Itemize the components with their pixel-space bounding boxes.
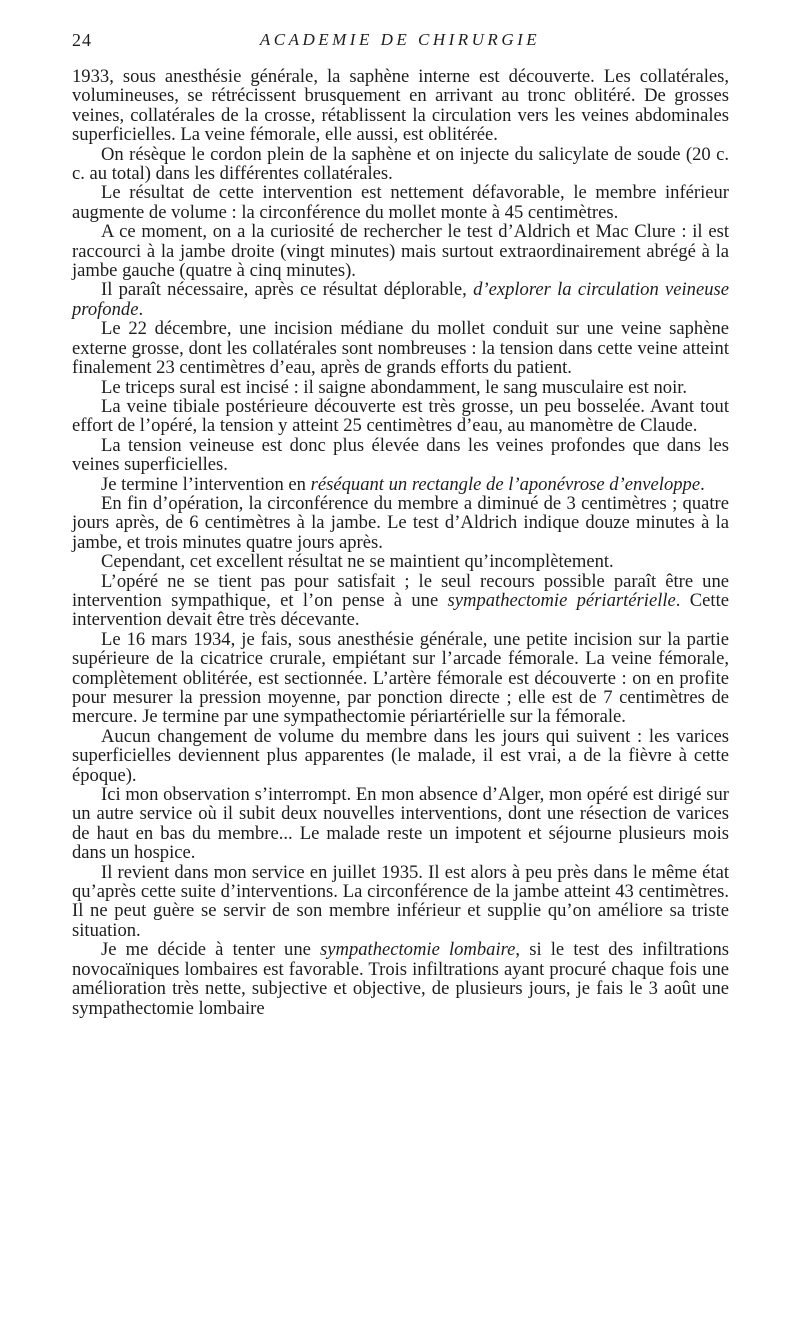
paragraph: La tension veineuse est donc plus élevée dans les veines profondes que dans les veines superficielles. xyxy=(72,434,729,476)
running-title: ACADEMIE DE CHIRURGIE xyxy=(259,30,541,49)
paragraph: Il paraît nécessaire, après ce résultat déplorable, d’explorer la circulation veineuse profonde. xyxy=(72,279,729,320)
paragraph: En fin d’opération, la circonférence du membre a diminué de 3 centimètres ; quatre jours après, de 6 centimètres à la jambe. Le test d’Aldrich indique douze minutes à la jambe, et trois minutes quatre jours après. xyxy=(72,492,729,553)
emphasis: réséquant un rectangle de l’aponévrose d’enveloppe xyxy=(310,473,701,495)
body-text xyxy=(72,67,729,1018)
paragraph: Le résultat de cette intervention est nettement défavorable, le membre inférieur augmente de volume : la circonférence du mollet monte à 45 centimètres. xyxy=(72,182,729,223)
emphasis: sympathectomie périartérielle xyxy=(447,589,676,611)
paragraph: Le 16 mars 1934, je fais, sous anesthésie générale, une petite incision sur la partie supérieure de la cicatrice crurale, empiétant sur l’arcade fémorale. La veine fémorale, complètement oblitérée, est sectionnée. L’artère fémorale est découverte : on en profite pour mesurer la pression moyenne, par ponction directe ; elle est de 7 centimètres de mercure. Je termine par une sympathectomie périartérielle sur la fémorale. xyxy=(72,628,729,728)
paragraph: L’opéré ne se tient pas pour satisfait ; le seul recours possible paraît être une intervention sympathique, et l’on pense à une sympathectomie périartérielle. Cette intervention devait être très décevante. xyxy=(72,570,729,631)
paragraph: Le triceps sural est incisé : il saigne abondamment, le sang musculaire est noir. xyxy=(101,376,688,398)
paragraph: Ici mon observation s’interrompt. En mon absence d’Alger, mon opéré est dirigé sur un autre service où il subit deux nouvelles interventions, dont une résection de varices de haut en bas du membre... Le malade reste un impotent et séjourne plusieurs mois dans un hospice. xyxy=(72,784,729,864)
paragraph: La veine tibiale postérieure découverte est très grosse, un peu bosselée. Avant tout effort de l’opéré, la tension y atteint 25 centimètres d’eau, au manomètre de Claude. xyxy=(72,395,729,437)
page-header xyxy=(72,30,728,52)
paragraph: Le 22 décembre, une incision médiane du mollet conduit sur une veine saphène externe grosse, dont les collatérales sont nombreuses : la tension dans cette veine atteint finalement 23 centimètres d’eau, après de grands efforts du patient. xyxy=(72,318,729,379)
emphasis: sympathectomie lombaire xyxy=(320,939,516,961)
paragraph: Aucun changement de volume du membre dans les jours qui suivent : les varices superficielles deviennent plus apparentes (le malade, il est vrai, a de la fièvre à cette époque). xyxy=(72,725,729,786)
paragraph: Je me décide à tenter une sympathectomie lombaire, si le test des infiltrations novocaïniques lombaires est favorable. Trois infiltrations ayant procuré chaque fois une amélioration très nette, subjective et objective, de plusieurs jours, je fais le 3 août une sympathectomie lombaire xyxy=(72,939,729,1019)
paragraph: Il revient dans mon service en juillet 1935. Il est alors à peu près dans le même état qu’après cette suite d’interventions. La circonférence de la jambe atteint 43 centimètres. Il ne peut guère se servir de son membre inférieur et supplie qu’on améliore sa triste situation. xyxy=(72,861,729,941)
paragraph: 1933, sous anesthésie générale, la saphène interne est découverte. Les collatérales, volumineuses, se rétrécissent brusquement en arrivant au tronc oblitéré. De grosses veines, collatérales de la crosse, rétablissent la circulation vers les veines abdominales superficielles. La veine fémorale, elle aussi, est oblitérée. xyxy=(72,66,729,146)
page-number: 24 xyxy=(72,30,92,50)
emphasis: d’explorer la circulation veineuse profonde xyxy=(72,279,729,320)
paragraph: Cependant, cet excellent résultat ne se maintient qu’incomplètement. xyxy=(101,551,614,573)
paragraph: Je termine l’intervention en réséquant un rectangle de l’aponévrose d’enveloppe. xyxy=(101,473,705,495)
paragraph: On résèque le cordon plein de la saphène et on injecte du salicylate de soude (20 c. c. au total) dans les différentes collatérales. xyxy=(72,143,729,185)
paragraph: A ce moment, on a la curiosité de rechercher le test d’Aldrich et Mac Clure : il est raccourci à la jambe droite (vingt minutes) mais surtout extraordinairement abrégé à la jambe gauche (quatre à cinq minutes). xyxy=(72,221,729,282)
